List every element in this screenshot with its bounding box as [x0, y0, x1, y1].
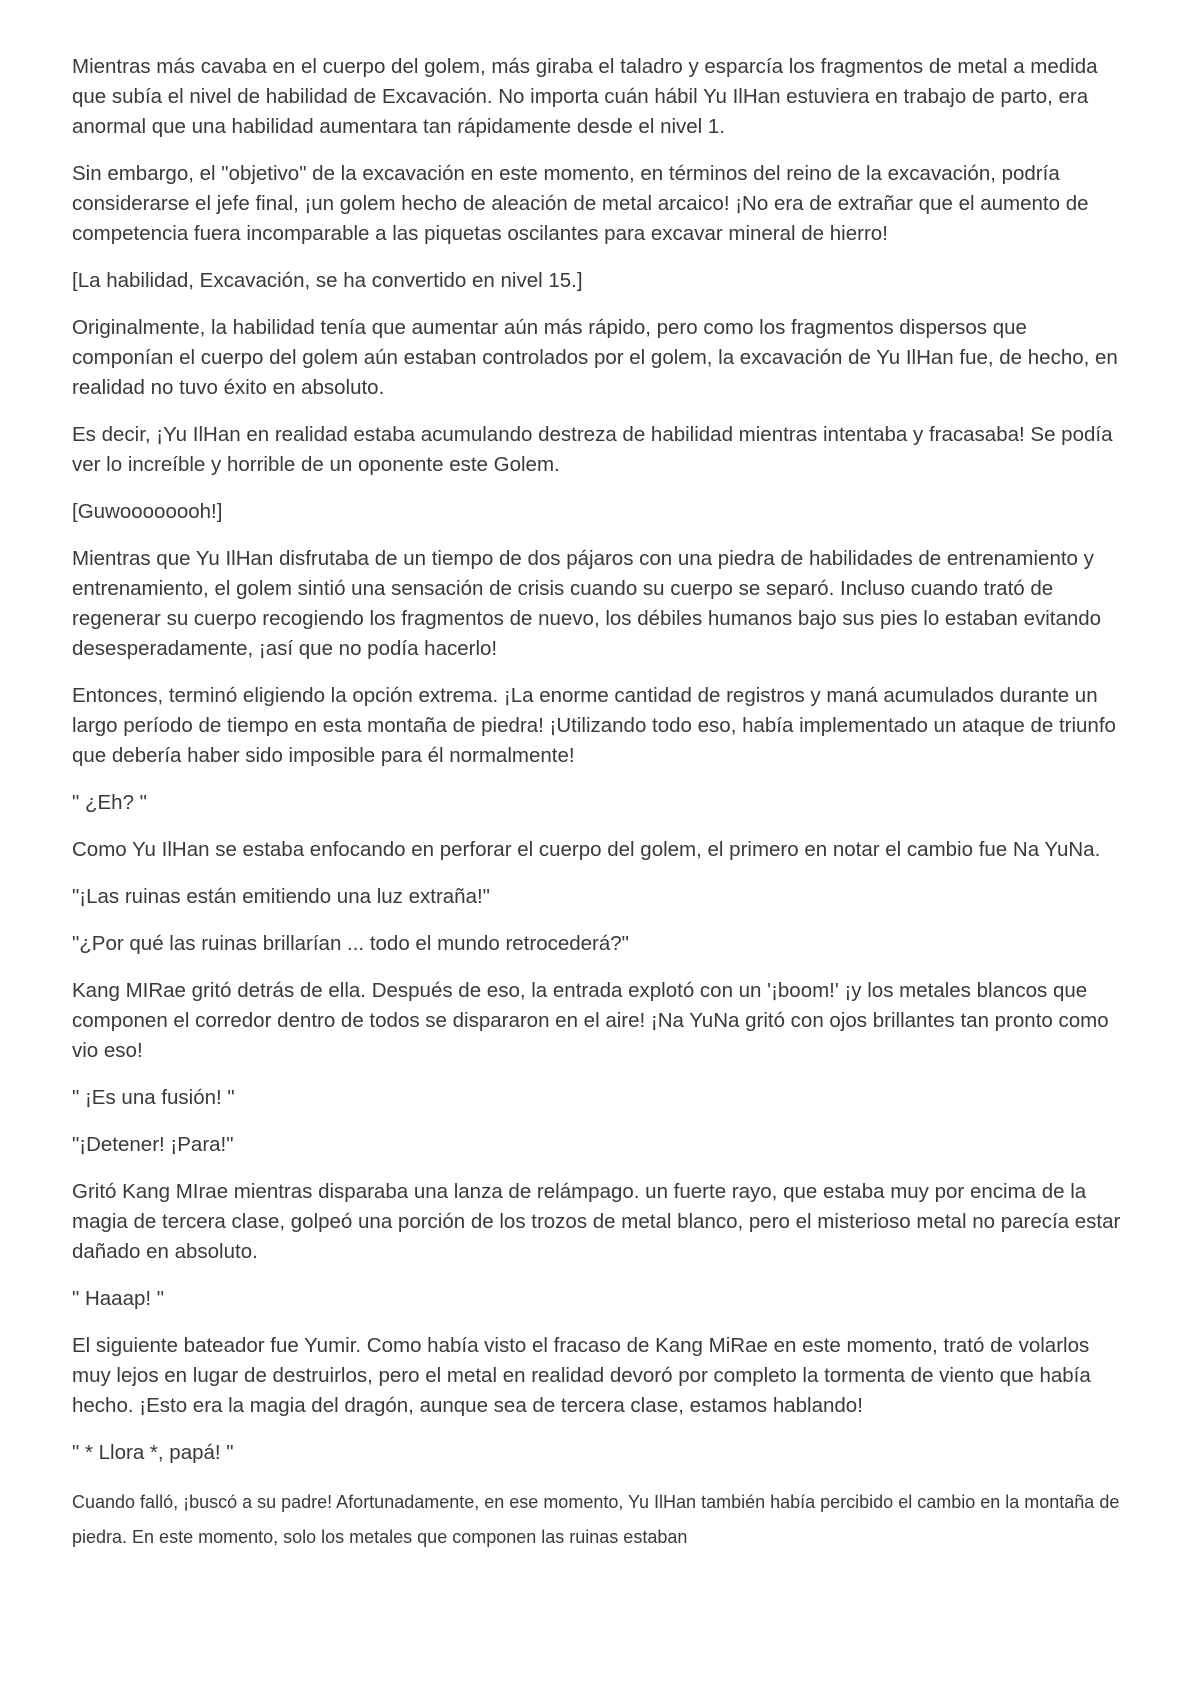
paragraph: Mientras más cavaba en el cuerpo del golem, más giraba el taladro y esparcía los fragmentos de metal a medida que subía el nivel de habilidad de Excavación. No importa cuán hábil Yu IlHan estuviera en trabajo de parto, era anormal que una habilidad aumentara tan rápidamente desde el nivel 1.	[72, 55, 1098, 138]
paragraph: Entonces, terminó eligiendo la opción extrema. ¡La enorme cantidad de registros y maná acumulados durante un largo período de tiempo en esta montaña de piedra! ¡Utilizando todo eso, había implementado un ataque de triunfo que debería haber sido imposible para él normalmente!	[72, 684, 1116, 767]
paragraph: El siguiente bateador fue Yumir. Como había visto el fracaso de Kang MiRae en este momento, trató de volarlos muy lejos en lugar de destruirlos, pero el metal en realidad devoró por completo la tormenta de viento que había hecho. ¡Esto era la magia del dragón, aunque sea de tercera clase, estamos hablando!	[72, 1334, 1091, 1417]
paragraph-final: Cuando falló, ¡buscó a su padre! Afortunadamente, en ese momento, Yu IlHan también había percibido el cambio en la montaña de piedra. En este momento, solo los metales que componen las ruinas estaban	[72, 1492, 1120, 1547]
paragraph: [La habilidad, Excavación, se ha convertido en nivel 15.]	[72, 269, 583, 292]
paragraph: Kang MIRae gritó detrás de ella. Después de eso, la entrada explotó con un '¡boom!' ¡y los metales blancos que componen el corredor dentro de todos se dispararon en el aire! ¡Na YuNa gritó con ojos brillantes tan pronto como vio eso!	[72, 979, 1109, 1062]
paragraph: " ¡Es una fusión! "	[72, 1086, 235, 1109]
paragraph: " Haaap! "	[72, 1287, 165, 1310]
paragraph: Gritó Kang MIrae mientras disparaba una lanza de relámpago. un fuerte rayo, que estaba muy por encima de la magia de tercera clase, golpeó una porción de los trozos de metal blanco, pero el misterioso metal no parecía estar dañado en absoluto.	[72, 1180, 1121, 1263]
paragraph: [Guwoooooooh!]	[72, 500, 223, 523]
paragraph: Como Yu IlHan se estaba enfocando en perforar el cuerpo del golem, el primero en notar el cambio fue Na YuNa.	[72, 838, 1101, 861]
paragraph: " * Llora *, papá! "	[72, 1441, 234, 1464]
paragraph: "¡Las ruinas están emitiendo una luz extraña!"	[72, 885, 490, 908]
paragraph: "¿Por qué las ruinas brillarían ... todo el mundo retrocederá?"	[72, 932, 629, 955]
document-page	[72, 52, 1132, 1572]
paragraph: Sin embargo, el "objetivo" de la excavación en este momento, en términos del reino de la excavación, podría considerarse el jefe final, ¡un golem hecho de aleación de metal arcaico! ¡No era de extrañar que el aumento de competencia fuera incomparable a las piquetas oscilantes para excavar mineral de hierro!	[72, 162, 1089, 245]
paragraph: Originalmente, la habilidad tenía que aumentar aún más rápido, pero como los fragmentos dispersos que componían el cuerpo del golem aún estaban controlados por el golem, la excavación de Yu IlHan fue, de hecho, en realidad no tuvo éxito en absoluto.	[72, 316, 1118, 399]
paragraph: Mientras que Yu IlHan disfrutaba de un tiempo de dos pájaros con una piedra de habilidades de entrenamiento y entrenamiento, el golem sintió una sensación de crisis cuando su cuerpo se separó. Incluso cuando trató de regenerar su cuerpo recogiendo los fragmentos de nuevo, los débiles humanos bajo sus pies lo estaban evitando desesperadamente, ¡así que no podía hacerlo!	[72, 547, 1102, 660]
paragraph: "¡Detener! ¡Para!"	[72, 1133, 234, 1156]
paragraph: " ¿Eh? "	[72, 791, 147, 814]
paragraph: Es decir, ¡Yu IlHan en realidad estaba acumulando destreza de habilidad mientras intentaba y fracasaba! Se podía ver lo increíble y horrible de un oponente este Golem.	[72, 423, 1113, 476]
